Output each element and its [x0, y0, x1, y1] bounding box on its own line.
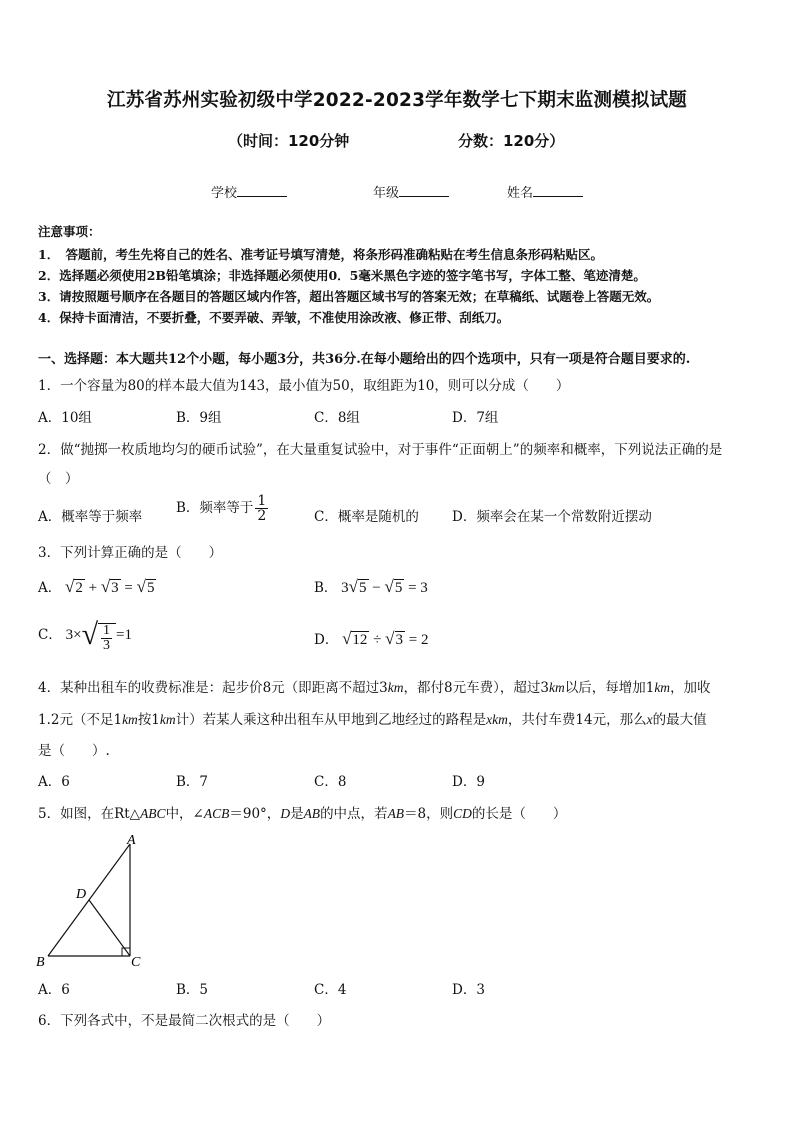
q1-option-b: B．9组	[176, 410, 222, 426]
q5-text: ＝90°，	[229, 806, 281, 822]
q4-text: 4．某种出租车的收费标准是：起步价8元（即距离不超过3	[38, 680, 388, 696]
q4-text: 1.2元（不足1	[38, 712, 123, 728]
fraction-numerator: 1	[257, 493, 267, 509]
q5-text: 是	[290, 806, 304, 822]
school-field	[211, 182, 287, 201]
q2-option-b	[176, 494, 270, 523]
q2-stem-line1: 2．做“抛掷一枚质地均匀的硬币试验”，在大量重复试验中，对于事件“正面朝上”的频率和概率，下列说法正确的是	[38, 442, 723, 458]
q2-option-a: A．概率等于频率	[38, 509, 143, 525]
q4-text: ，共付车费14元，那么	[507, 712, 647, 728]
sqrt-5: √5	[348, 577, 367, 596]
q5-stem	[38, 802, 566, 822]
radicand: 5	[394, 580, 403, 596]
variable-x: x	[646, 712, 653, 727]
q5-option-b: B．5	[176, 982, 209, 998]
result: 3	[420, 580, 428, 596]
sqrt-2: √2	[65, 577, 83, 596]
name-label: 姓名	[507, 186, 534, 201]
sqrt-fraction: √ $\frac{1}{3}$	[82, 618, 116, 653]
radicand: 5	[359, 580, 367, 596]
notice-item-1: 1． 答题前，考生先将自己的姓名、准考证号填写清楚，将条形码准确粘贴在考生信息条形码粘贴区。	[38, 247, 603, 262]
q2-option-c: C．概率是随机的	[314, 509, 419, 525]
q2-stem-line2: （ ）	[38, 471, 79, 487]
notice-item-3: 3．请按照题号顺序在各题目的答题区域内作答，超出答题区域书写的答案无效；在草稿纸、试题卷上答题无效。	[38, 289, 660, 304]
label-a: A	[127, 833, 136, 848]
radicand: 3	[395, 632, 403, 648]
school-label: 学校	[211, 186, 238, 201]
radicand: 5	[146, 580, 155, 596]
label-b: B	[36, 955, 45, 970]
notice-heading: 注意事项：	[38, 224, 101, 239]
q3-option-b: B． 3√5 − √5 = 3	[314, 577, 428, 596]
coefficient: 3	[341, 580, 349, 596]
q4-text: 按1	[137, 712, 160, 728]
unit-km: km	[548, 680, 565, 695]
sqrt-3: √3	[100, 577, 119, 596]
q2-option-b-prefix: B．频率等于	[176, 500, 254, 516]
sqrt-12: √12	[342, 629, 368, 648]
coefficient: 3×	[65, 626, 82, 643]
notice-item-4: 4．保持卡面清洁，不要折叠，不要弄破、弄皱，不准使用涂改液、修正带、刮纸刀。	[38, 310, 510, 325]
notice-item-2: 2．选择题必须使用2B铅笔填涂；非选择题必须使用0．5毫米黑色字迹的签字笔书写，字体工整、笔迹清楚。	[38, 268, 646, 283]
segment-name: AB	[387, 806, 405, 821]
q6-stem: 6．下列各式中，不是最简二次根式的是（ ）	[38, 1013, 331, 1029]
q1-option-c: C．8组	[314, 410, 360, 426]
q3-option-b-label: B．	[314, 580, 338, 596]
q3-stem: 3．下列计算正确的是（ ）	[38, 545, 223, 561]
point-name: D	[280, 806, 291, 821]
q4-stem-line1	[38, 676, 711, 696]
result: 2	[420, 632, 429, 648]
q4-text: 的最大值	[652, 712, 707, 728]
unit-km: km	[387, 680, 404, 695]
q5-text: 中，∠	[165, 806, 204, 822]
result: =1	[116, 626, 132, 643]
fraction-one-third	[101, 624, 112, 653]
q3-option-c-label: C．	[38, 626, 62, 643]
sqrt-3: √3	[385, 629, 403, 648]
segment-name: CD	[453, 806, 472, 821]
unit-km: km	[492, 712, 508, 727]
q4-text: 计）若某人乘这种出租车从甲地到乙地经过的路程是	[175, 712, 487, 728]
q5-option-d: D．3	[452, 982, 485, 998]
q4-option-a: A．6	[38, 774, 70, 790]
unit-km: km	[159, 712, 176, 727]
section-heading: 一、选择题：本大题共12个小题，每小题3分，共36分.在每小题给出的四个选项中，只有一项是符合题目要求的.	[38, 352, 691, 367]
page-title: 江苏省苏州实验初级中学2022-2023学年数学七下期末监测模拟试题	[107, 90, 687, 111]
q4-text: ，加收	[670, 680, 711, 696]
radicand: 12	[352, 632, 368, 648]
radicand: 2	[75, 580, 83, 596]
unit-km: km	[654, 680, 671, 695]
q4-text: 以后，每增加1	[564, 680, 655, 696]
q4-stem-line3: 是（ ）.	[38, 743, 110, 759]
q4-option-b: B．7	[176, 774, 209, 790]
q5-text: 的中点，若	[320, 806, 388, 822]
radicand: 3	[111, 580, 119, 596]
q4-option-d: D．9	[452, 774, 485, 790]
grade-label: 年级	[373, 186, 400, 201]
fraction-numerator: 1	[103, 623, 111, 638]
label-d: D	[76, 887, 87, 902]
grade-field	[373, 182, 449, 201]
segment-name: AB	[303, 806, 321, 821]
q5-text: ＝8，则	[404, 806, 454, 822]
q5-text: 的长是（ ）	[471, 806, 567, 822]
q3-option-c	[38, 618, 132, 653]
sqrt-5: √5	[136, 577, 155, 596]
q3-option-a-label: A．	[38, 580, 62, 596]
fraction-denominator: 3	[103, 638, 111, 653]
triangle-name: ABC	[140, 806, 166, 821]
unit-km: km	[122, 712, 138, 727]
q3-option-d-label: D．	[314, 632, 339, 648]
q3-option-d: D． √12 ÷ √3 = 2	[314, 629, 429, 648]
name-blank	[533, 184, 583, 197]
grade-blank	[399, 184, 449, 197]
q1-stem: 1．一个容量为80的样本最大值为143，最小值为50，取组距为10，则可以分成（ ）	[38, 378, 570, 394]
school-blank	[237, 184, 287, 197]
q5-text: 5．如图，在Rt△	[38, 806, 141, 822]
q1-option-a: A．10组	[38, 410, 92, 426]
q5-option-a: A．6	[38, 982, 70, 998]
q1-option-d: D．7组	[452, 410, 499, 426]
exam-time: （时间：120分钟	[228, 132, 350, 150]
name-field	[507, 182, 583, 201]
q4-stem-line2	[38, 708, 707, 728]
q3-option-a: A． √2 + √3 = √5	[38, 577, 155, 596]
fraction-one-half	[255, 494, 268, 523]
sqrt-5: √5	[384, 577, 403, 596]
q5-option-c: C．4	[314, 982, 347, 998]
q4-option-c: C．8	[314, 774, 347, 790]
fraction-denominator: 2	[257, 508, 267, 524]
exam-score: 分数：120分）	[458, 132, 565, 150]
triangle-figure	[30, 832, 160, 974]
angle-name: ACB	[203, 806, 230, 821]
q2-option-d: D．频率会在某一个常数附近摆动	[452, 509, 652, 525]
q4-text: ，都付8元车费），超过3	[403, 680, 549, 696]
label-c: C	[131, 955, 141, 970]
variable-x: x	[486, 712, 493, 727]
